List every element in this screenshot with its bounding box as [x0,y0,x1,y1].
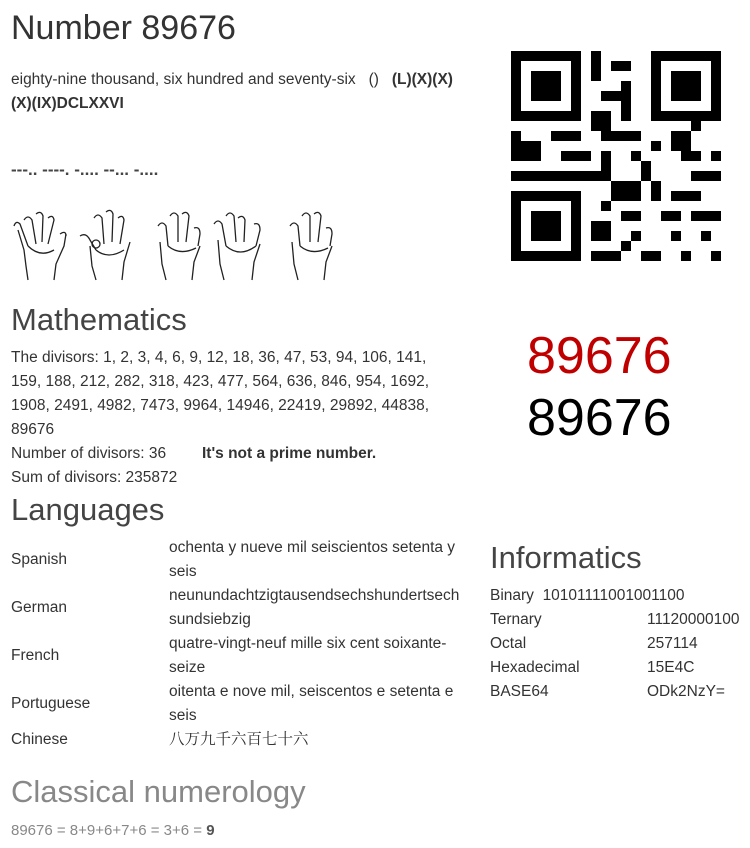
sum-of-divisors: Sum of divisors: 235872 [11,469,178,486]
numerology-heading: Classical numerology [11,774,306,809]
language-name: French [11,647,60,664]
language-value: seis [169,563,197,580]
roman-paren: () [368,71,379,88]
language-value: neunundachtzigtausendsechshundertsech [169,587,460,604]
language-value: seize [169,659,206,676]
divisors-line: 89676 [11,421,55,438]
divisors-line: 159, 188, 212, 282, 318, 423, 477, 564, 636, 846, 954, 1692, [11,373,430,390]
language-row-spanish [11,536,471,584]
number-of-divisors: Number of divisors: 36 [11,445,167,462]
number-words: eighty-nine thousand, six hundred and seventy-six [11,71,356,88]
languages-heading: Languages [11,492,165,527]
divisors-line: 1908, 2491, 4982, 7473, 9964, 14946, 22419, 29892, 44838, [11,397,430,414]
language-row-french [11,632,471,680]
roman-numeral-1: (L)(X)(X) [391,71,453,88]
language-value: 八万九千六百七十六 [169,731,309,748]
language-row-chinese [11,728,471,752]
language-name: German [11,599,67,616]
hand-nine-icon [76,206,134,282]
language-value: oitenta e nove mil, seiscentos e setenta e [169,683,454,700]
info-row-ternary [490,608,750,632]
hand-eight-icon [10,206,68,282]
language-name: Chinese [11,731,68,748]
language-value: sundsiebzig [169,611,251,628]
language-row-german [11,584,471,632]
hand-six-icon [150,206,208,282]
language-name: Portuguese [11,695,91,712]
info-value: ODk2NzY= [647,683,725,700]
hand-six-icon [282,206,340,282]
info-row-binary [490,584,750,608]
info-row-octal [490,632,750,656]
info-value: 11120000100 [647,611,740,628]
black-number-display: 89676 [527,389,672,447]
info-label: Octal [490,635,527,652]
info-label: Ternary [490,611,542,628]
language-value: seis [169,707,197,724]
prime-note: It's not a prime number. [202,445,377,462]
language-name: Spanish [11,551,68,568]
hand-seven-icon [208,206,266,282]
info-row-hexadecimal [490,656,750,680]
info-value: 15E4C [647,659,695,676]
language-value: quatre-vingt-neuf mille six cent soixante- [169,635,447,652]
divisors-line: The divisors: 1, 2, 3, 4, 6, 9, 12, 18, 36, 47, 53, 94, 106, 141, [11,349,427,366]
red-number-display: 89676 [527,327,672,385]
info-value: 10101111001001100 [542,587,685,604]
mathematics-heading: Mathematics [11,302,187,337]
info-value: 257114 [647,635,698,652]
divisors-list [11,346,481,442]
page-title: Number 89676 [11,9,236,47]
info-label: Binary [490,587,534,604]
qr-code-icon [511,51,721,261]
informatics-heading: Informatics [490,540,642,575]
info-row-base64 [490,680,750,704]
number-words-block [11,68,481,92]
numerology-formula-line [11,820,215,842]
morse-code: ---.. ----. -.... --... -.... [11,160,159,179]
language-row-portuguese [11,680,471,728]
roman-numeral-2: (X)(IX)DCLXXVI [11,95,124,112]
numerology-formula: 89676 = 8+9+6+7+6 = 3+6 = [11,822,203,839]
numerology-result: 9 [206,822,215,839]
info-label: Hexadecimal [490,659,580,676]
language-value: ochenta y nueve mil seiscientos setenta y [169,539,456,556]
info-label: BASE64 [490,683,549,700]
